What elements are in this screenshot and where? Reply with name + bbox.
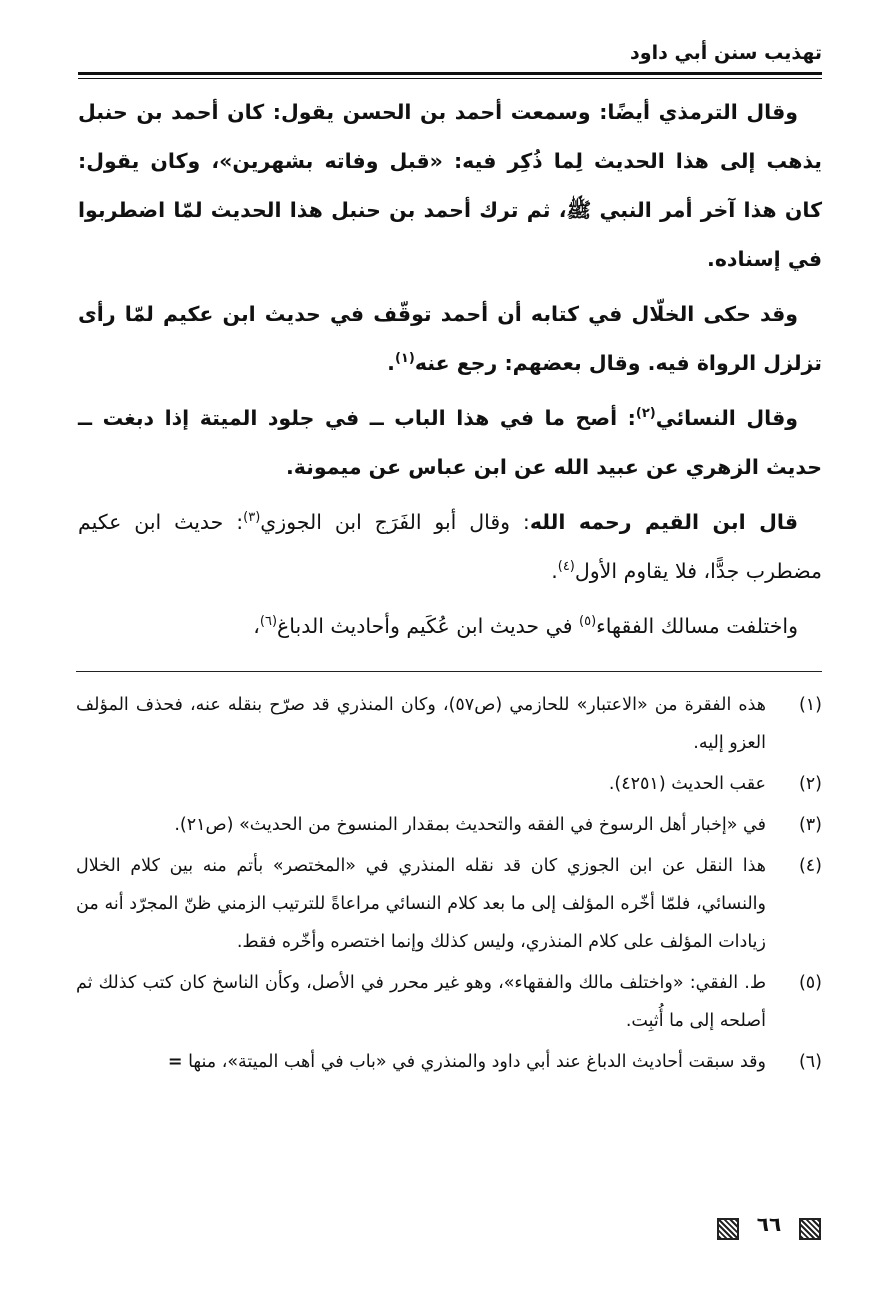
ibn-qayyim-lead: قال ابن القيم رحمه الله: [529, 510, 798, 534]
paragraph-4-text: : وقال أبو الفَرَج ابن الجوزي: [260, 510, 530, 534]
footnote-ref-6[interactable]: (٦): [259, 614, 278, 630]
ornament-square-icon: [799, 1218, 821, 1240]
footnote-text: ط. الفقي: «واختلف مالك والفقهاء»، وهو غير محرر في الأصل، وكأن الناسخ كان كتب كذلك ثم أصلحه إلى ما أُثبِت.: [76, 973, 766, 1031]
paragraph-5-tail: ،: [253, 614, 260, 638]
paragraph-3-text: وقال النسائي: [655, 406, 798, 430]
footnote-6: [76, 1043, 822, 1081]
paragraph-5-middle: في حديث ابن عُكَيم وأحاديث الدباغ: [277, 614, 580, 638]
footnote-number: (١): [798, 695, 822, 715]
footnote-text: [76, 1043, 766, 1081]
footnote-number: (٦): [798, 1052, 822, 1072]
paragraph-4-middle: : حديث ابن عكيم مضطرب جدًّا، فلا يقاوم الأول: [78, 510, 822, 583]
footnote-number: (٤): [798, 856, 822, 876]
footnote-number: (٣): [798, 815, 822, 835]
paragraph-3: [78, 394, 822, 492]
paragraph-1: [78, 88, 822, 284]
running-header: [70, 40, 822, 72]
footnote-number: (٥): [798, 973, 822, 993]
main-text: [78, 88, 822, 651]
footnote-1: [76, 686, 822, 762]
footnote-2: [76, 765, 822, 803]
paragraph-4: [78, 498, 822, 596]
footnote-text: عقب الحديث (٤٢٥١).: [608, 774, 766, 794]
paragraph-2-text: وقد حكى الخلّال في كتابه أن أحمد توقّف في حديث ابن عكيم لمّا رأى تزلزل الرواة فيه. وقال بعضهم: رجع عنه: [78, 302, 822, 375]
paragraph-2: [78, 290, 822, 388]
running-header-title: تهذيب سنن أبي داود: [630, 42, 822, 64]
footnote-4: [76, 847, 822, 961]
paragraph-5: [78, 602, 822, 651]
footnote-text: هذا النقل عن ابن الجوزي كان قد نقله المنذري في «المختصر» بأتم منه بين كلام الخلال والنسائي، فلمّا أخّره المؤلف إلى ما بعد كلام النسائي مراعاةً للترتيب الزمني ظنّ المجرّد أنه من زيادات المؤلف على كلام المنذري، وليس كذلك وإنما اختصره وأخّره فقط.: [76, 856, 766, 952]
paragraph-3-tail: : أصح ما في هذا الباب ــ في جلود الميتة إذا دبغت ــ حديث الزهري عن عبيد الله عن ابن عباس عن ميمونة.: [78, 406, 822, 479]
footnote-5: [76, 964, 822, 1040]
footnote-number: (٢): [798, 774, 822, 794]
paragraph-1-text: وقال الترمذي أيضًا: وسمعت أحمد بن الحسن يقول: كان أحمد بن حنبل يذهب إلى هذا الحديث لِما ذُكِر فيه: «قبل وفاته بشهرين»، وكان يقول: كان هذا آخر أمر النبي ﷺ، ثم ترك أحمد بن حنبل هذا الحديث لمّا اضطربوا في إسناده.: [78, 100, 822, 271]
paragraph-2-tail: .: [387, 351, 395, 375]
header-rule-thick: [78, 72, 822, 75]
footnote-separator: [76, 671, 822, 672]
footnotes: [76, 686, 822, 1084]
footnote-ref-1[interactable]: (١): [394, 351, 415, 367]
footnote-6-body: وقد سبقت أحاديث الدباغ عند أبي داود والمنذري في «باب في أهب الميتة»، منها: [188, 1052, 766, 1072]
footnote-3: [76, 806, 822, 844]
footnote-ref-3[interactable]: (٣): [243, 510, 261, 526]
paragraph-5-text: واختلفت مسالك الفقهاء: [596, 614, 798, 638]
footnote-ref-2[interactable]: (٢): [635, 406, 656, 422]
footnote-text: هذه الفقرة من «الاعتبار» للحازمي (ص٥٧)، وكان المنذري قد صرّح بنقله عنه، فحذف المؤلف العزو إليه.: [76, 695, 767, 753]
header-rule-thin: [78, 78, 822, 79]
footnote-ref-5[interactable]: (٥): [579, 614, 597, 630]
paragraph-4-tail: .: [551, 559, 558, 583]
continuation-mark: =: [167, 1052, 183, 1072]
page-number-block: [709, 1212, 829, 1242]
footnote-text: في «إخبار أهل الرسوخ في الفقه والتحديث بمقدار المنسوخ من الحديث» (ص٢١).: [174, 815, 766, 835]
footnote-ref-4[interactable]: (٤): [557, 559, 575, 575]
page-number: ٦٦: [756, 1212, 782, 1236]
